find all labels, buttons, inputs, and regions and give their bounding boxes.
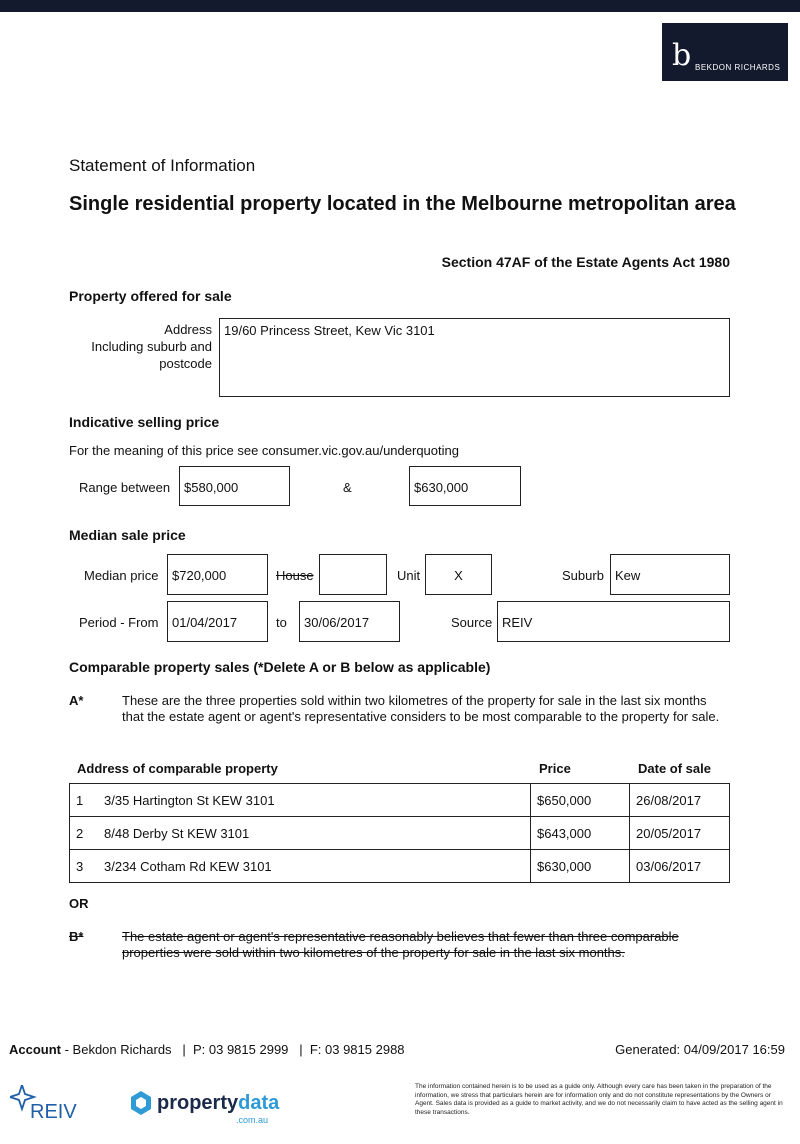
row-address: 8/48 Derby St KEW 3101: [104, 825, 250, 841]
row-address-cell[interactable]: [70, 784, 531, 817]
period-to-label: to: [276, 615, 287, 630]
price-low-field[interactable]: $580,000: [179, 466, 290, 506]
option-a-text: These are the three properties sold within two kilometres of the property for sale in the last six months that the estate agent or agent's representative considers to be most comparable to the property for sale.: [122, 693, 720, 724]
underquoting-note: For the meaning of this price see consumer.vic.gov.au/underquoting: [69, 443, 459, 458]
source-field[interactable]: REIV: [497, 601, 730, 642]
logo-name: BEKDON RICHARDS: [695, 63, 781, 72]
median-heading: Median sale price: [69, 527, 186, 543]
source-label: Source: [451, 615, 493, 630]
row-date-cell[interactable]: 03/06/2017: [630, 850, 730, 883]
col-price-header: Price: [539, 761, 571, 776]
or-separator: OR: [69, 896, 89, 911]
top-bar: [0, 0, 800, 12]
reiv-text: REIV: [30, 1101, 77, 1123]
propertydata-main: property: [157, 1092, 239, 1114]
row-date-cell[interactable]: 26/08/2017: [630, 784, 730, 817]
address-label-line1: Address: [164, 322, 212, 337]
row-number: 1: [76, 792, 84, 808]
row-price-cell[interactable]: $650,000: [531, 784, 630, 817]
statement-heading: Statement of Information: [69, 156, 256, 175]
row-address-cell[interactable]: [70, 817, 531, 850]
option-b-text: The estate agent or agent's representative reasonably believes that fewer than three comparable properties were sold within two kilometres of the property for sale in the last six months.: [122, 929, 679, 960]
row-number: 3: [76, 858, 84, 874]
row-address: 3/234 Cotham Rd KEW 3101: [104, 858, 272, 874]
median-price-label: Median price: [84, 568, 159, 583]
propertydata-mark-icon: [130, 1090, 152, 1116]
table-row: [70, 817, 730, 850]
row-address: 3/35 Hartington St KEW 3101: [104, 792, 275, 808]
option-b-label: B*: [69, 929, 84, 944]
unit-label: Unit: [397, 568, 421, 583]
address-label-line3: postcode: [159, 356, 212, 371]
range-label: Range between: [79, 480, 171, 495]
bekdon-richards-logo: [662, 23, 788, 81]
section-reference: Section 47AF of the Estate Agents Act 1980: [441, 254, 730, 270]
row-date-cell[interactable]: 20/05/2017: [630, 817, 730, 850]
unit-field[interactable]: X: [425, 554, 492, 595]
row-price-cell[interactable]: $630,000: [531, 850, 630, 883]
propertydata-text: [157, 1092, 279, 1115]
period-label: Period - From: [79, 615, 159, 630]
address-label-line2: Including suburb and: [91, 339, 212, 354]
col-date-header: Date of sale: [638, 761, 711, 776]
account-details: - Bekdon Richards | P: 03 9815 2999 | F: 03 9815 2988: [61, 1042, 405, 1057]
disclaimer-text: The information contained herein is to be used as a guide only. Although every care has been taken in the preparation of the information, we stress that particulars herein are for information only and do not constitute representations by the Owners or Agent. Sales data is provided as a guide to market activity, and we do not necessarily claim to have acted as the selling agent in these transactions.: [415, 1083, 783, 1116]
account-line: [9, 1042, 405, 1057]
propertydata-accent: data: [238, 1092, 280, 1114]
period-to-field[interactable]: 30/06/2017: [299, 601, 400, 642]
account-label: Account: [9, 1042, 61, 1057]
propertydata-domain: .com.au: [236, 1115, 269, 1125]
comparable-table: [69, 783, 730, 883]
option-a-label: A*: [69, 693, 84, 708]
row-address-cell[interactable]: [70, 850, 531, 883]
price-high-field[interactable]: $630,000: [409, 466, 521, 506]
logo-letter: b: [672, 38, 692, 73]
median-price-field[interactable]: $720,000: [167, 554, 268, 595]
generated-timestamp: Generated: 04/09/2017 16:59: [615, 1042, 785, 1057]
suburb-label: Suburb: [562, 568, 604, 583]
table-row: [70, 850, 730, 883]
period-from-field[interactable]: 01/04/2017: [167, 601, 268, 642]
row-number: 2: [76, 825, 84, 841]
indicative-heading: Indicative selling price: [69, 414, 220, 430]
comparable-heading: Comparable property sales (*Delete A or B below as applicable): [69, 659, 491, 675]
suburb-field[interactable]: Kew: [610, 554, 730, 595]
row-price-cell[interactable]: $643,000: [531, 817, 630, 850]
address-label: [60, 321, 212, 372]
house-field[interactable]: [319, 554, 387, 595]
col-address-header: Address of comparable property: [77, 761, 278, 776]
document-title: Single residential property located in the Melbourne metropolitan area: [69, 193, 736, 215]
house-label: House: [276, 568, 314, 583]
table-row: [70, 784, 730, 817]
range-ampersand: &: [343, 480, 352, 495]
property-heading: Property offered for sale: [69, 288, 232, 304]
address-field[interactable]: 19/60 Princess Street, Kew Vic 3101: [219, 318, 730, 397]
